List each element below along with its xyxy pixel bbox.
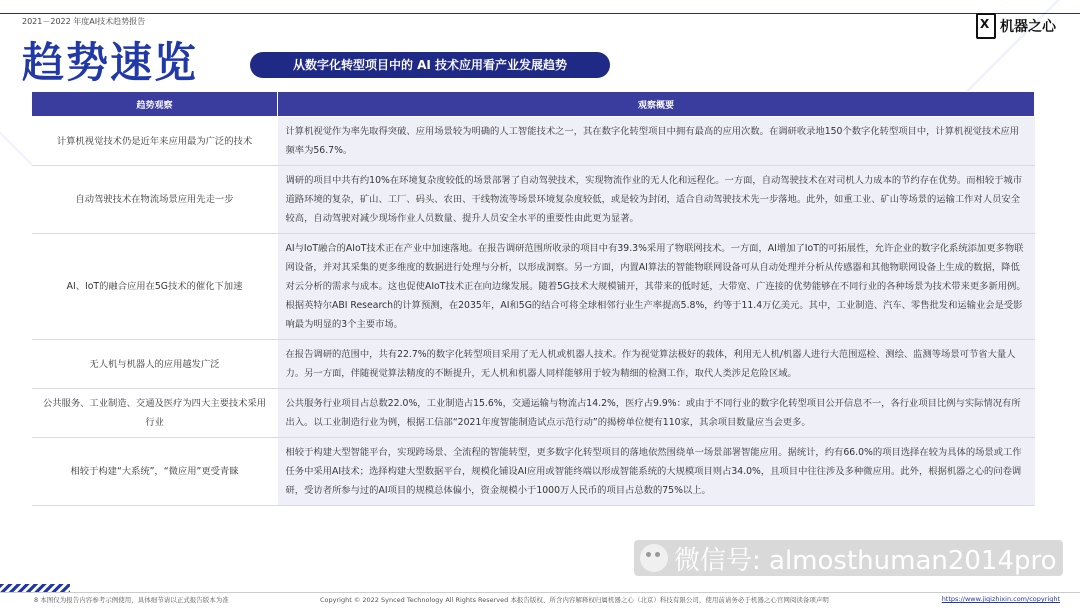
logo [976, 13, 1056, 39]
footer-stripes [0, 584, 70, 592]
header-rule [0, 13, 1080, 14]
overview-cell: AI与IoT融合的AIoT技术正在产业中加速落地。在报告调研范围所收录的项目中有39.3%采用了物联网技术。一方面，AI增加了IoT的可拓展性，允许企业的数字化系统添加更多物联网设备，并对其采集的更多维度的数据进行处理与分析，以形成洞察。另一方面，内置AI算法的智能物联网设备可从自动处理并分析从传感器和其他物联网设备上生成的数据，降低对云分析的需求与成本。这也促使AIoT技术正在向边缘发展。随着5G技术大规模铺开，其带来的低时延，大带宽、广连接的优势能够在不同行业的各种场景为技术带来更多新用例。根据英特尔ABI Research的计算预测，在2035年，AI和5G的结合可将全球相邻行业生产率提高5.8%，约等于11.4万亿美元。其中，工业制造、汽车、零售批发和运输业会是受影响最为明显的3个主要市场。 [278, 234, 1035, 340]
overview-cell: 调研的项目中共有约10%在环境复杂度较低的场景部署了自动驾驶技术，实现物流作业的无人化和远程化。一方面，自动驾驶技术在对司机人力成本的节约存在优势。而相较于城市道路环境的复杂，矿山、工厂、码头、农田、干线物流等场景环境复杂度较低，或是较为封闭，适合自动驾驶技术先一步落地。此外，如重工业、矿山等场景的运输工作对人员安全较高，自动驾驶对减少现场作业人员数量、提升人员安全水平的重要性由此更为显著。 [278, 166, 1035, 234]
page-title: 趋势速览 [22, 38, 199, 87]
table-header-row [32, 92, 1035, 117]
trend-cell: 计算机视觉技术仍是近年来应用最为广泛的技术 [32, 117, 278, 166]
table-row [32, 389, 1035, 438]
trend-table [31, 91, 1035, 506]
column-header-overview: 观察概要 [278, 92, 1035, 117]
copyright-link[interactable]: https://www.jiqizhixin.com/copyright [941, 595, 1060, 603]
overview-cell: 公共服务行业项目占总数22.0%，工业制造占15.6%，交通运输与物流占14.2%，医疗占9.9%：或由于不同行业的数字化转型项目公开信息不一，各行业项目比例与实际情况有所出入。以工业制造行业为例，根据工信部“2021年度智能制造试点示范行动”的揭榜单位便有110家，其余项目数量应当会更多。 [278, 389, 1035, 438]
report-label: 2021－2022 年度AI技术趋势报告 [22, 17, 146, 26]
table-row [32, 117, 1035, 166]
table-row [32, 166, 1035, 234]
overview-cell: 在报告调研的范围中，共有22.7%的数字化转型项目采用了无人机或机器人技术。作为视觉算法极好的载体，利用无人机/机器人进行大范围巡检、测绘、监测等场景可节省大量人力。另一方面，伴随视觉算法精度的不断提升，无人机和机器人同样能够用于较为精细的检测工作，取代人类涉足危险区域。 [278, 340, 1035, 389]
watermark-text: 微信号: almosthuman2014pro [674, 545, 1057, 576]
trend-cell: AI、IoT的融合应用在5G技术的催化下加速 [32, 234, 278, 340]
logo-text: 机器之心 [1000, 19, 1056, 35]
table-row [32, 438, 1035, 506]
subtitle-banner: 从数字化转型项目中的 AI 技术应用看产业发展趋势 [250, 52, 610, 78]
trend-cell: 自动驾驶技术在物流场景应用先走一步 [32, 166, 278, 234]
table-row [32, 340, 1035, 389]
trend-cell: 公共服务、工业制造、交通及医疗为四大主要技术采用行业 [32, 389, 278, 438]
footer-copyright: Copyright © 2022 Synced Technology All Rights Reserved 本报告版权、所含内容解释权归属机器之心（北京）科技有限公司，使用前请务必于机器之心官网阅读备项声明 [320, 596, 829, 604]
footer-rule [0, 592, 1080, 593]
overview-cell: 相较于构建大型智能平台，实现跨场景、全流程的智能转型，更多数字化转型项目的落地依然围绕单一场景部署智能应用。据统计，约有66.0%的项目选择在较为具体的场景或工作任务中采用AI技术；选择构建大型数据平台，规模化铺设AI应用或智能终端以形成智能系统的大规模项目则占34.0%，且项目中往往涉及多种微应用。此外，根据机器之心的问卷调研，受访者所参与过的AI项目的规模总体偏小，资金规模小于1000万人民币的项目占总数的75%以上。 [278, 438, 1035, 506]
wechat-icon [640, 544, 668, 572]
footer-note: 8 本图仅为报告内容参考示例使用，具体细节请以正式报告版本为准 [34, 596, 229, 604]
wechat-watermark [634, 540, 1063, 576]
trend-cell: 无人机与机器人的应用越发广泛 [32, 340, 278, 389]
column-header-trend: 趋势观察 [32, 92, 278, 117]
table-row [32, 234, 1035, 340]
trend-cell: 相较于构建“大系统”，“微应用”更受青睐 [32, 438, 278, 506]
overview-cell: 计算机视觉作为率先取得突破、应用场景较为明确的人工智能技术之一，其在数字化转型项目中拥有最高的应用次数。在调研收录地150个数字化转型项目中，计算机视觉技术应用频率为56.7%。 [278, 117, 1035, 166]
logo-icon [976, 13, 996, 39]
